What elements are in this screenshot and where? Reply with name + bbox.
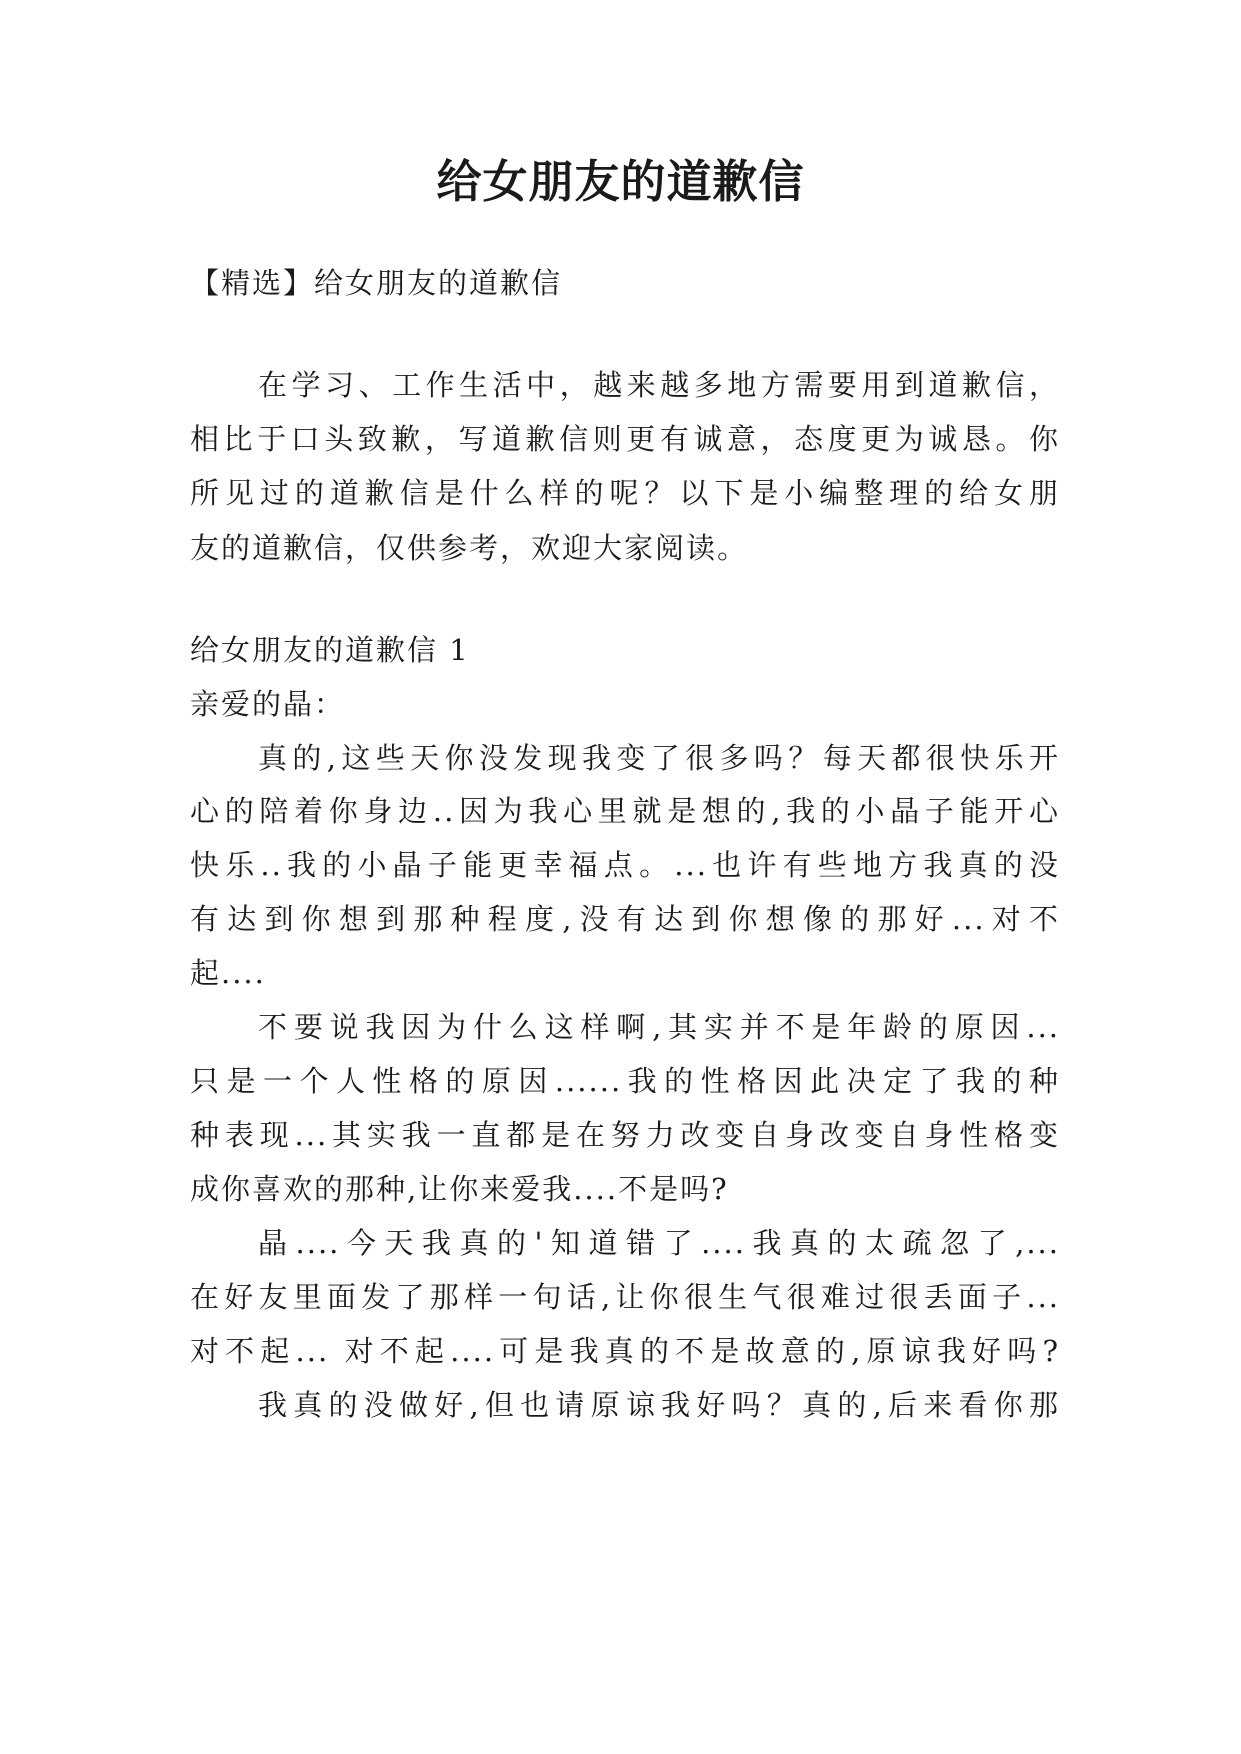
body-line: 有达到你想到那种程度,没有达到你想像的那好...对不 xyxy=(190,902,1060,936)
body-line: 快乐..我的小晶子能更幸福点。...也许有些地方我真的没 xyxy=(190,848,1060,882)
salutation: 亲爱的晶： xyxy=(190,687,346,721)
body-line: 成你喜欢的那种,让你来爱我....不是吗? xyxy=(190,1172,729,1206)
body-line: 晶....今天我真的'知道错了....我真的太疏忽了,... xyxy=(258,1226,1060,1260)
section-heading: 给女朋友的道歉信 1 xyxy=(190,633,470,667)
document-subtitle: 【精选】给女朋友的道歉信 xyxy=(190,266,563,300)
intro-line: 相比于口头致歉，写道歉信则更有诚意，态度更为诚恳。你 xyxy=(190,422,1060,456)
body-line: 我真的没做好,但也请原谅我好吗？真的,后来看你那 xyxy=(258,1388,1060,1422)
intro-line: 友的道歉信，仅供参考，欢迎大家阅读。 xyxy=(190,531,749,565)
body-line: 心的陪着你身边..因为我心里就是想的,我的小晶子能开心 xyxy=(190,794,1060,828)
intro-line: 在学习、工作生活中，越来越多地方需要用到道歉信， xyxy=(258,368,1060,402)
document-title: 给女朋友的道歉信 xyxy=(436,155,805,208)
body-line: 在好友里面发了那样一句话,让你很生气很难过很丢面子... xyxy=(190,1280,1060,1314)
body-line: 对不起... 对不起....可是我真的不是故意的,原谅我好吗? xyxy=(190,1334,1060,1368)
body-line: 起.... xyxy=(190,956,266,990)
body-line: 只是一个人性格的原因......我的性格因此决定了我的种 xyxy=(190,1064,1060,1098)
body-line: 真的,这些天你没发现我变了很多吗？每天都很快乐开 xyxy=(258,741,1060,775)
body-line: 不要说我因为什么这样啊,其实并不是年龄的原因... xyxy=(258,1010,1060,1044)
body-line: 种表现...其实我一直都是在努力改变自身改变自身性格变 xyxy=(190,1118,1060,1152)
intro-line: 所见过的道歉信是什么样的呢？以下是小编整理的给女朋 xyxy=(190,476,1060,510)
